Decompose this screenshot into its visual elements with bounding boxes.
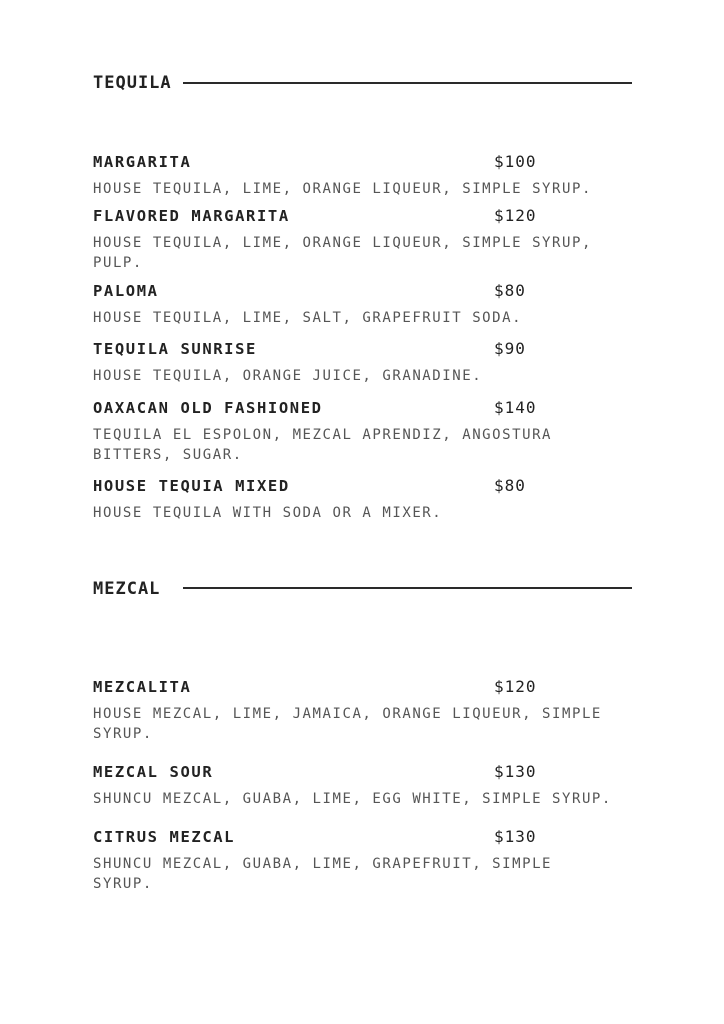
item-name: MEZCALITA [93,678,192,696]
item-name: MARGARITA [93,153,192,171]
item-name: HOUSE TEQUIA MIXED [93,477,290,495]
section-divider [183,82,632,84]
menu-item [93,677,633,744]
menu-item [93,206,633,273]
item-price: $100 [494,152,537,171]
item-price: $130 [494,827,537,846]
item-description: HOUSE TEQUILA, LIME, ORANGE LIQUEUR, SIMPLE SYRUP, PULP. [93,235,592,271]
item-price: $140 [494,398,537,417]
item-name: OAXACAN OLD FASHIONED [93,399,323,417]
item-description: HOUSE TEQUILA, LIME, SALT, GRAPEFRUIT SODA. [93,310,523,326]
item-description: HOUSE MEZCAL, LIME, JAMAICA, ORANGE LIQUEUR, SIMPLE SYRUP. [93,706,602,742]
section-divider [183,587,632,589]
menu-item [93,398,633,465]
section-title-tequila: TEQUILA [93,73,172,93]
item-price: $120 [494,677,537,696]
menu-item [93,152,633,199]
item-description: HOUSE TEQUILA, LIME, ORANGE LIQUEUR, SIMPLE SYRUP. [93,181,592,197]
item-description: TEQUILA EL ESPOLON, MEZCAL APRENDIZ, ANGOSTURA BITTERS, SUGAR. [93,427,553,463]
section-title-mezcal: MEZCAL [93,579,161,599]
item-description: SHUNCU MEZCAL, GUABA, LIME, EGG WHITE, SIMPLE SYRUP. [93,791,612,807]
menu-item [93,339,633,386]
item-name: CITRUS MEZCAL [93,828,236,846]
menu-item [93,827,633,894]
menu-item [93,762,633,809]
item-price: $120 [494,206,537,225]
menu-item [93,281,633,328]
item-name: MEZCAL SOUR [93,763,214,781]
item-description: SHUNCU MEZCAL, GUABA, LIME, GRAPEFRUIT, SIMPLE SYRUP. [93,856,553,892]
item-price: $90 [494,339,526,358]
item-name: PALOMA [93,282,159,300]
item-description: HOUSE TEQUILA WITH SODA OR A MIXER. [93,505,443,521]
item-name: FLAVORED MARGARITA [93,207,290,225]
item-name: TEQUILA SUNRISE [93,340,257,358]
item-price: $80 [494,281,526,300]
item-description: HOUSE TEQUILA, ORANGE JUICE, GRANADINE. [93,368,483,384]
item-price: $80 [494,476,526,495]
item-price: $130 [494,762,537,781]
menu-item [93,476,633,523]
